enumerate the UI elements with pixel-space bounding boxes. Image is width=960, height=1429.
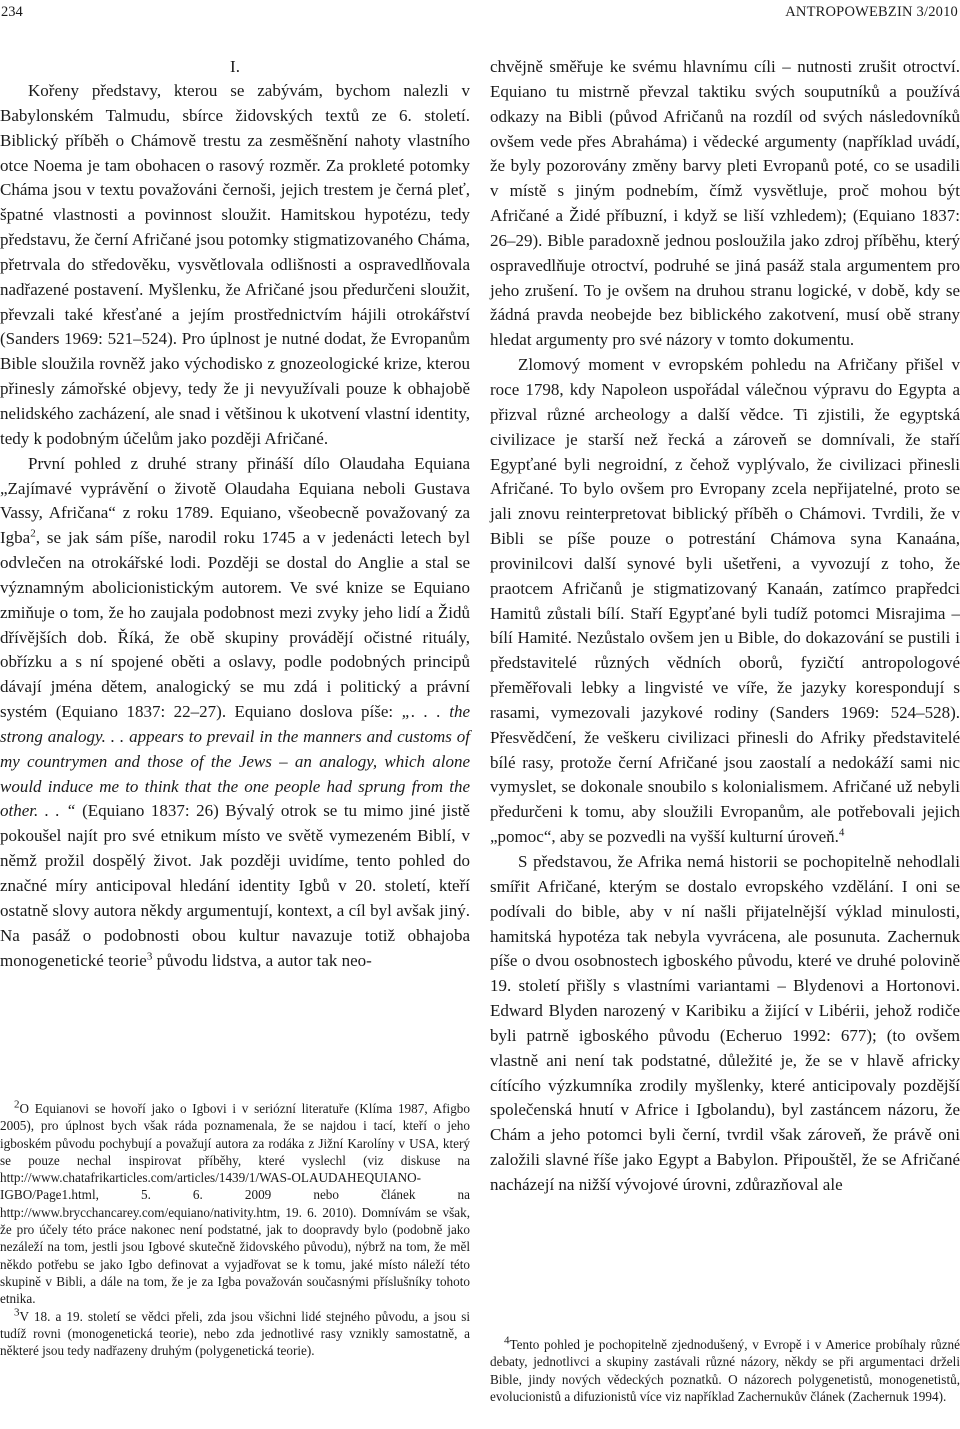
footnote-text: O Equianovi se hovoří jako o Igbovi i v seriózní literatuře (Klíma 1987, Afigbo 2005), pro úplnost bych však ráda poznamenala, že se najdou i tací, kteří o jeho igboském původu pochybují a považují autora za rodáka z Jižní Karolíny v USA, který se pouze nechal inspirovat příběhy, které vyslechl (viz diskuse na http://www.chatafrikarticles.com/articles/1439/1/WAS-OLAUDAHEQUIANO-IGBO/Page1.html, 5. 6. 2009 nebo článek na http://www.brycchancarey.com/equiano/nativity.htm, 19. 6. 2010). Domnívám se však, že pro účely této práce nakonec není podstatné, jak to doopravdy bylo (podobně jako nezáleží na tom, jestli jsou Igbové skutečně židovského původu), nýbrž na tom, že měl někdo potřebu se jako Igbo definovat a vyjadřovat se k tomu, jaké místo náleží této skupině v Bibli, a dále na tom, že je za Igba považován současnými příslušníky tohoto etnika.	[0, 1101, 470, 1307]
footnote-ref-2[interactable]: 2	[30, 527, 36, 540]
running-header	[0, 0, 960, 24]
footnotes-left	[0, 1100, 470, 1359]
text-span: (Equiano 1837: 26) Bývalý otrok se tu mimo jiné jistě pokoušel najít pro své etnikum místo ve světě vymezeném Biblí, v němž prožil dospělý život. Jak později uvidíme, tento pohled do značné míry anticipoval hledání identity Igbů v 20. století, kteří ostatně slovy autora někdy argumentují, kontext, a cíl byl avšak jiný. Na pasáž o podobnosti obou kultur navazuje totiž obhajoba monogenetické teorie	[0, 801, 470, 970]
text-span: , se jak sám píše, narodil roku 1745 a v jedenácti letech byl odvlečen na otrokářské lodi. Později se dostal do Anglie a stal se významným abolicionistickým autorem. Ve své knize se Equiano zmiňuje o tom, že ho zaujala podobnost mezi zvyky jeho lidí a Židů dřívějších dob. Říká, že obě skupiny provádějí očistné rituály, obřízku a s ní spojené oběti a oslavy, podle podobných principů dávají jména dětem, analogický se mu zdá i politický a právní systém (Equiano 1837: 22–27). Equiano doslova píše:	[0, 528, 470, 722]
paragraph: Kořeny představy, kterou se zabývám, bychom nalezli v Babylonském Talmudu, sbírce židovských textů ze 6. století. Biblický příběh o Chámově trestu za zesměšnění nahoty vlastního otce Noema je tam obohacen o rasový rozměr. Za prokleté potomky Cháma jsou v textu považováni černoši, jejich trestem je černá pleť, špatné vlastnosti a povinnost sloužit. Hamitskou hypotézu, tedy představu, že černí Afričané jsou potomky stigmatizovaného Cháma, přetrvala do středověku, vysvětlovala odlišnosti a ospravedlňovala nadřazené postavení. Myšlenku, že Afričané jsou předurčeni sloužit, převzali také křesťané a jejím prostřednictvím hájili otrokářství (Sanders 1969: 521–524). Pro úplnost je nutné dodat, že Evropanům Bible sloužila rovněž jako východisko z gnozeologické krize, kterou přinesly zámořské objevy, tedy že ji nevyužívali pouze k obhajobě nelidského zacházení, ale snad i většinou k ukotvení vlastní identity, tedy k podobným účelům jako později Afričané.	[0, 81, 470, 448]
footnote-4	[490, 1336, 960, 1405]
right-column	[490, 55, 960, 1198]
footnote-2	[0, 1100, 470, 1308]
footnote-text: Tento pohled je pochopitelně zjednodušený, v Evropě i v Americe probíhaly různé debaty, jednotlivci a skupiny zastávali různé názory, někdy se při argumentaci drželi Bible, jindy nových vědeckých poznatků. O názorech polygenetistů, monogenetistů, evolucionistů a difuzionistů více viz například Zachernukův článek (Zachernuk 1994).	[490, 1337, 960, 1404]
quotation: „. . . the strong analogy. . . appears to prevail in the manners and customs of my countrymen and those of the Jews – an analogy, which alone would induce me to think that the one people had sprung from the other. . . “	[0, 702, 470, 821]
paragraph: S představou, že Afrika nemá historii se pochopitelně nehodlali smířit Afričané, kterým se dostalo evropského vzdělání. I oni se podívali do bible, aby v ní našli přijatelnější výklad minulosti, hamitská hypotéza tak nebyla vyvrácena, ale posunuta. Zachernuk píše o dvou osobnostech igboského původu, které ve druhé polovině 19. století přišly s vlastními variantami – Blydenovi a Hortonovi. Edward Blyden narozený v Karibiku a žijící v Libérii, jehož rodiče byli patrně igboského původu (Echeruo 1992: 677); (to ovšem vlastně ani není tak podstatné, důležité je, že se v hlavě africky cítícího výzkumníka zrodily myšlenky, které anticipovaly pozdější společenská hnutí v Africe i Igbolandu), byl zastáncem názoru, že Chám a jeho potomci byli černí, tvrdil však zároveň, že právě oni založili slavné říše jako Egypt a Babylon. Připouštěl, že se Afričané nacházejí na nižší vývojové úrovni, zdůrazňoval ale	[490, 852, 960, 1194]
left-column	[0, 55, 470, 973]
page-number: 234	[1, 4, 23, 20]
paragraph: chvějně směřuje ke svému hlavnímu cíli – nutnosti zrušit otroctví. Equiano tu mistrně převzal taktiku svých souputníků a používá odkazy na Bibli (původ Afričanů na rozdíl od svých následovníků ovšem vede přes Abraháma) i vědecké argumenty (například uvádí, že byly pozorovány změny barvy pleti Evropanů poté, co se usadili v místě s jiným podnebím, čímž vysvětluje, proč mohou být Afričané a Židé příbuzní, i když se liší vzhledem); (Equiano 1837: 26–29). Bible paradoxně jednou posloužila jako zdroj příběhu, který ospravedlňuje otroctví, podruhé se jiná pasáž stala argumentem pro jeho zrušení. To je ovšem na druhou stranu logické, v době, kdy se žádná pravda neobejde bez biblického zakotvení, musí obě strany hledat argumenty pro své názory v tomto dokumentu.	[490, 57, 960, 350]
footnote-number: 4	[504, 1334, 510, 1347]
footnote-number: 2	[14, 1098, 20, 1111]
text-span: Zlomový moment v evropském pohledu na Afričany přišel v roce 1798, kdy Napoleon uspořádal válečnou výpravu do Egypta a přizval různé archeology a další vědce. Ti zjistili, že egyptská civilizace je starší než řecká a zároveň se domnívali, že staří Egypťané byli negroidní, z čehož vyplývalo, že civilizaci přinesli Afričané. To bylo ovšem pro Evropany zcela nepřijatelné, proto se jali znovu reinterpretovat biblický příběh o Chámovi. Tvrdili, že v Bibli se píše pouze o potrestání Chámova syna Kanaána, provinilcovi další synové byli ušetřeni, a vyvozují z toho, že praotcem Afričanů je stigmatizovaný Kanaán, zatímco prapředci Hamitů zůstali bílí. Staří Egypťané byli tudíž potomci Misrajima – bílí Hamité. Nezůstalo ovšem jen u Bible, do dokazování se pustili i představitelé různých vědních oborů, fyzičtí antropologové přeměřovali lebky a lingvisté ve víře, že jazyky korespondují s rasami, vymezovali jazykové rodiny (Sanders 1969: 524–528). Přesvědčení, že veškeru civilizaci přinesli do Afriky představitelé bílé rasy, protože černí Afričané jsou zaostalí a nedokáží sami nic vymyslet, se dokonale snoubilo s kolonialismem. Afričané už nebyli předurčeni k tomu, aby sloužili Evropanům, ale potřebovali jejich „pomoc“, aby se pozvedli na vyšší kulturní úroveň.	[490, 355, 960, 847]
footnotes-right	[490, 1336, 960, 1405]
footnote-number: 3	[14, 1306, 20, 1319]
footnote-ref-3[interactable]: 3	[146, 949, 153, 962]
footnote-3	[0, 1308, 470, 1360]
footnote-ref-4[interactable]: 4	[838, 826, 845, 839]
text-span: První pohled z druhé strany přináší dílo Olaudaha Equiana „Zajímavé vyprávění o životě Olaudaha Equiana neboli Gustava Vassy, Afričana“ z roku 1789. Equiano, všeobecně považovaný za Igba	[0, 453, 470, 548]
paragraph	[0, 452, 470, 974]
footnote-text: V 18. a 19. století se vědci přeli, zda jsou všichni lidé stejného původu, a jsou si tudíž rovni (monogenetická teorie), nebo zda jednotlivé rasy vznikly samostatně, a některé jsou tedy nadřazeny druhým (polygenetická teorie).	[0, 1308, 470, 1359]
paragraph	[490, 353, 960, 850]
text-span: původu lidstva, a autor tak neo-	[152, 950, 372, 970]
journal-title: ANTROPOWEBZIN 3/2010	[785, 4, 958, 20]
section-heading: I.	[230, 57, 240, 76]
